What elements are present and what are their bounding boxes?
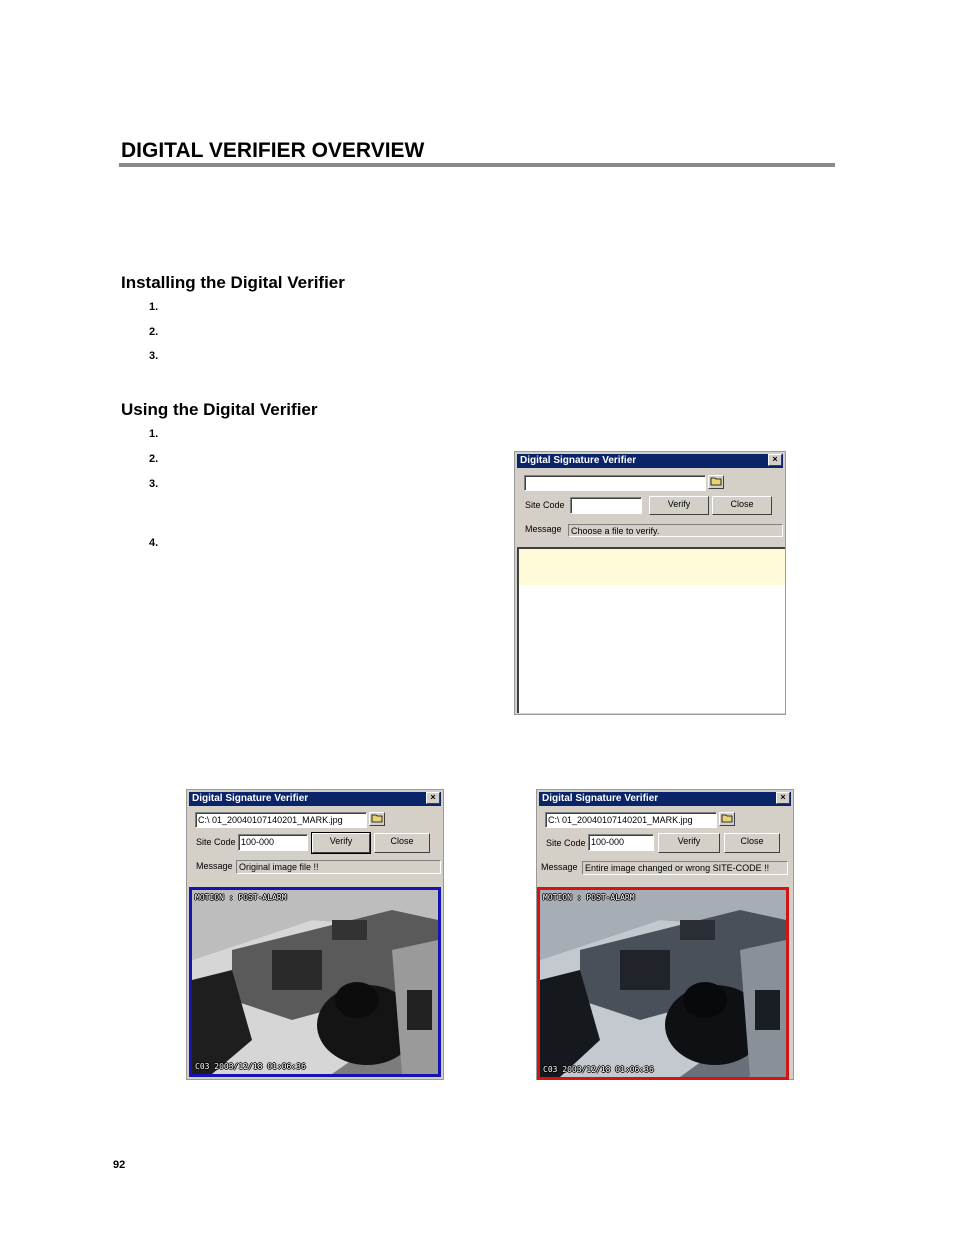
message-field: Choose a file to verify.: [568, 524, 783, 537]
image-preview-area: [517, 547, 785, 713]
osd-event-text: MOTION : POST-ALARM: [195, 893, 287, 902]
page-title: DIGITAL VERIFIER OVERVIEW: [121, 139, 425, 162]
message-label: Message: [525, 524, 562, 534]
site-code-label: Site Code: [196, 837, 236, 847]
title-rule: [119, 163, 835, 167]
message-field: Original image file !!: [236, 860, 441, 874]
section-heading-install: Installing the Digital Verifier: [121, 273, 345, 292]
close-button[interactable]: Close: [374, 833, 430, 853]
verifier-dialog-changed: [536, 789, 794, 1080]
verify-button[interactable]: Verify: [658, 833, 720, 853]
verify-button[interactable]: Verify: [312, 833, 370, 853]
highlight-band: [519, 549, 785, 585]
verify-button[interactable]: Verify: [649, 496, 709, 515]
file-path-field[interactable]: [524, 475, 706, 491]
folder-open-icon[interactable]: [369, 812, 385, 826]
site-code-input[interactable]: [570, 497, 642, 514]
using-step-number: 3.: [149, 478, 159, 490]
site-code-label: Site Code: [525, 500, 565, 510]
site-code-input[interactable]: 100-000: [588, 834, 654, 851]
using-step-number: 1.: [149, 428, 159, 440]
using-step-number: 4.: [149, 537, 159, 549]
file-path-field[interactable]: C:\ 01_20040107140201_MARK.jpg: [195, 812, 367, 828]
site-code-label: Site Code: [546, 838, 586, 848]
camera-scene: [540, 890, 786, 1077]
file-path-field[interactable]: C:\ 01_20040107140201_MARK.jpg: [545, 812, 717, 828]
message-field: Entire image changed or wrong SITE-CODE !!: [582, 861, 788, 875]
verifier-dialog-empty: [514, 451, 786, 715]
close-button[interactable]: Close: [724, 833, 780, 853]
osd-event-text: MOTION : POST-ALARM: [543, 893, 635, 902]
dialog-titlebar[interactable]: [539, 792, 791, 806]
camera-image-original: [189, 887, 441, 1077]
message-label: Message: [196, 861, 233, 871]
close-button[interactable]: Close: [712, 496, 772, 515]
folder-open-icon[interactable]: [719, 812, 735, 826]
site-code-input[interactable]: 100-000: [238, 834, 308, 851]
dialog-title: Digital Signature Verifier: [520, 455, 637, 466]
section-heading-using: Using the Digital Verifier: [121, 400, 318, 419]
camera-image-changed: [537, 887, 789, 1080]
install-step-number: 1.: [149, 301, 159, 313]
osd-timestamp: C03 2003/12/18 01:06:36: [195, 1062, 306, 1071]
camera-scene: [192, 890, 438, 1074]
install-step-number: 3.: [149, 350, 159, 362]
dialog-title: Digital Signature Verifier: [542, 793, 659, 804]
dialog-titlebar[interactable]: [517, 454, 783, 468]
verifier-dialog-original: [186, 789, 444, 1080]
osd-timestamp: C03 2003/12/18 01:06:36: [543, 1065, 654, 1074]
folder-open-icon[interactable]: [708, 475, 724, 489]
close-icon[interactable]: ×: [768, 454, 782, 466]
message-label: Message: [541, 862, 578, 872]
page-number: 92: [113, 1159, 126, 1171]
dialog-titlebar[interactable]: [189, 792, 441, 806]
close-icon[interactable]: ×: [776, 792, 790, 804]
install-step-number: 2.: [149, 326, 159, 338]
using-step-number: 2.: [149, 453, 159, 465]
close-icon[interactable]: ×: [426, 792, 440, 804]
dialog-title: Digital Signature Verifier: [192, 793, 309, 804]
